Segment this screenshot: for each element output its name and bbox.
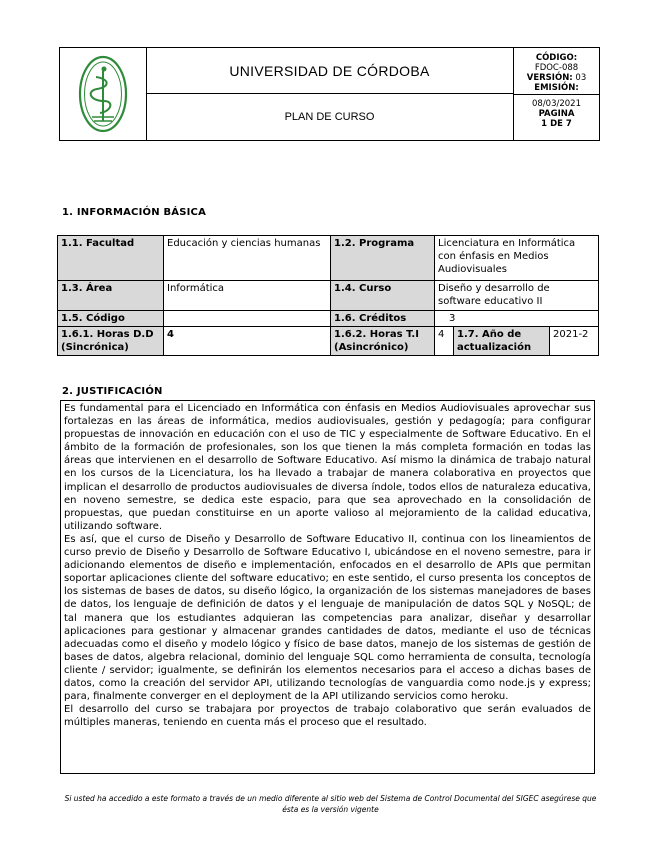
page-total: DE 7	[550, 119, 572, 129]
meta-divider	[514, 94, 599, 95]
basic-info-table	[57, 235, 599, 356]
footer-notice: Si usted ha accedido a este formato a través de un medio diferente al sitio web del Sistema de Control Documental del SIGEC asegúrese que ésta es la versión vigente	[64, 794, 597, 814]
paragraph: El desarrollo del curso se trabajara por proyectos de trabajo colaborativo que serán evaluados de múltiples maneras, teniendo en cuenta más el proceso que el resultado.	[64, 704, 591, 729]
credits-label: 1.6. Créditos	[331, 311, 435, 327]
logo-cell	[60, 48, 147, 140]
emission-value: 08/03/2021	[532, 99, 581, 109]
area-label: 1.3. Área	[58, 281, 164, 311]
page-number: 1	[541, 119, 548, 129]
program-value: Licenciatura en Informática con énfasis en Medios Audiovisuales	[435, 236, 599, 281]
credits-value: 3	[435, 311, 599, 327]
document-title: PLAN DE CURSO	[146, 94, 514, 140]
hours-ti-value: 4	[435, 327, 454, 356]
justification-text	[60, 400, 595, 774]
section-basic-info-title: 1. INFORMACIÓN BÁSICA	[62, 207, 207, 218]
university-name: UNIVERSIDAD DE CÓRDOBA	[146, 48, 514, 94]
update-year-value: 2021-2	[550, 327, 599, 356]
version-value: 03	[575, 73, 587, 83]
code-label: 1.5. Código	[58, 311, 164, 327]
program-label: 1.2. Programa	[331, 236, 435, 281]
paragraph: Es así, que el curso de Diseño y Desarrollo de Software Educativo II, continua con los lineamientos de curso previo de Diseño y Desarrollo de Software Educativo I, ubicándose en el noveno semestre, para ir adicionando elementos de diseño e implementación, enfocados en el desarrollo de APIs que permitan soportar aplicaciones cliente del software educativo; en este sentido, el curso presenta los conceptos de los sistemas de bases de datos, su diseño lógico, la organización de los sistemas manejadores de bases de datos, los lenguaje de definición de datos y el lenguaje de manipulación de datos SQL y NoSQL; de tal manera que los estudiantes adquieran las competencias para analizar, diseñar y desarrollar aplicaciones para gestionar y almacenar grandes cantidades de datos, mediante el uso de técnicas adecuadas como el diseño y modelo lógico y físico de base datos, manejo de los sistemas de gestión de bases de datos, algebra relacional, dominio del lenguaje SQL como herramienta de consulta, tecnología cliente / servidor; igualmente, se definirán los elementos necesarios para el acceso a dichas bases de datos, como la creación del servidor API, utilizando tecnologías de vanguardia como node.js y express; para, finalmente converger en el deployment de la API utilizando servicios como heroku.	[64, 533, 591, 703]
paragraph: Es fundamental para el Licenciado en Informática con énfasis en Medios Audiovisuales aprovechar sus fortalezas en las áreas de informática, medios audiovisuales, gestión y pedagogía; para configurar propuestas de innovación en educación con el uso de TIC y especialmente de Software Educativo. En el ámbito de la formación de profesionales, son los que tienen la más completa formación en todas las áreas que intervienen en el desarrollo de Software Educativo. Así mismo la dinámica de trabajo natural en los cursos de la Licenciatura, los ha llevado a trabajar de manera colaborativa en proyectos que implican el desarrollo de productos audiovisuales de diversa índole, todos ellos de naturaleza educativa, en noveno semestre, se dedica este espacio, para que sea aprovechado en la consolidación de propuestas, que puedan constituirse en un aporte valioso al mejoramiento de la calidad educativa, utilizando software.	[64, 403, 591, 532]
code-label: CÓDIGO:	[535, 53, 578, 63]
course-value: Diseño y desarrollo de software educativo II	[435, 281, 599, 311]
table-row	[58, 311, 599, 327]
document-header	[59, 47, 600, 141]
code-value	[164, 311, 331, 327]
faculty-label: 1.1. Facultad	[58, 236, 164, 281]
code-value: FDOC-088	[534, 63, 579, 73]
page-label: PAGINA	[538, 109, 575, 119]
university-seal-icon	[78, 55, 128, 133]
update-year-label: 1.7. Año de actualización	[454, 327, 550, 356]
table-row	[58, 236, 599, 281]
document-meta	[514, 48, 599, 140]
hours-ti-label: 1.6.2. Horas T.I (Asincrónico)	[331, 327, 435, 356]
hours-dd-label: 1.6.1. Horas D.D (Sincrónica)	[58, 327, 164, 356]
section-justification-title: 2. JUSTIFICACIÓN	[62, 386, 163, 397]
table-row	[58, 327, 599, 356]
faculty-value: Educación y ciencias humanas	[164, 236, 331, 281]
course-label: 1.4. Curso	[331, 281, 435, 311]
version-label: VERSIÓN:	[526, 73, 573, 83]
emission-label: EMISIÓN:	[534, 83, 579, 93]
area-value: Informática	[164, 281, 331, 311]
table-row	[58, 281, 599, 311]
hours-dd-value: 4	[164, 327, 331, 356]
